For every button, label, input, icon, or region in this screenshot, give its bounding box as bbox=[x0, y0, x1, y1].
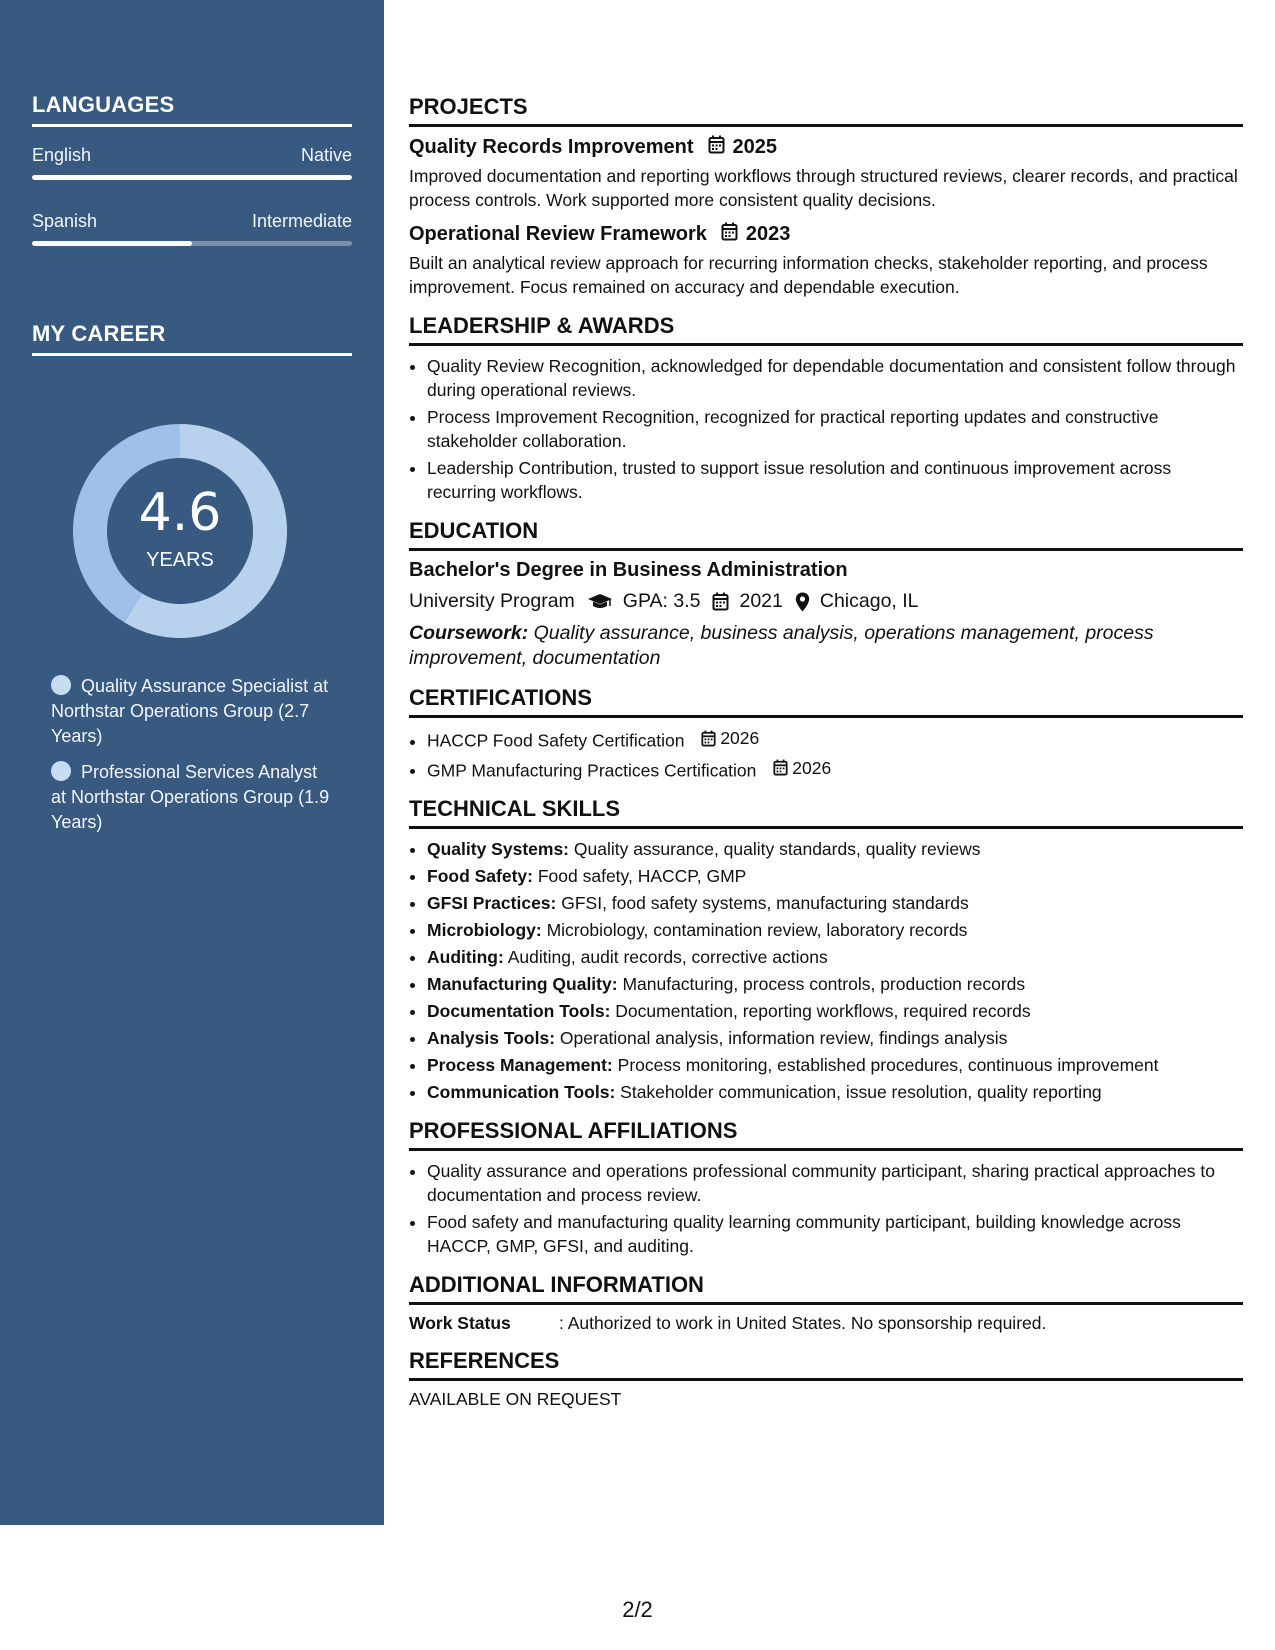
section-title: PROFESSIONAL AFFILIATIONS bbox=[409, 1118, 1243, 1151]
affiliations-list bbox=[409, 1159, 1243, 1258]
calendar-icon bbox=[721, 222, 738, 247]
skill-value: Documentation, reporting workflows, required records bbox=[615, 1001, 1031, 1021]
coursework-label: Coursework: bbox=[409, 622, 529, 644]
skill-value: Manufacturing, process controls, production records bbox=[622, 974, 1026, 994]
certification-name: HACCP Food Safety Certification bbox=[427, 730, 685, 751]
leadership-list bbox=[409, 354, 1243, 504]
career-item-text: Professional Services Analyst at Northstar Operations Group (1.9 Years) bbox=[51, 762, 330, 832]
skill-value: Stakeholder communication, issue resolution, quality reporting bbox=[620, 1082, 1102, 1102]
language-bar-spanish bbox=[32, 241, 352, 246]
list-item bbox=[427, 891, 1243, 915]
project-description: Improved documentation and reporting workflows through structured reviews, clearer records, and practical process controls. Work supported more consistent quality decisions. bbox=[409, 166, 1238, 210]
skill-label: Manufacturing Quality: bbox=[427, 974, 618, 994]
list-item: • Quality Review Recognition, acknowledged for dependable documentation and consistent follow through during operational reviews. bbox=[427, 354, 1243, 402]
certification-name: GMP Manufacturing Practices Certification bbox=[427, 760, 757, 780]
main-content bbox=[409, 94, 1243, 1424]
list-item bbox=[427, 945, 1243, 969]
list-item bbox=[427, 1080, 1243, 1104]
career-item-dot bbox=[51, 675, 71, 695]
skills-list bbox=[409, 837, 1243, 1104]
project-header bbox=[409, 135, 1243, 160]
project-header bbox=[409, 222, 1243, 247]
calendar-icon bbox=[712, 592, 729, 611]
education-details bbox=[409, 590, 1243, 613]
project-name: Quality Records Improvement bbox=[409, 136, 694, 158]
language-bar-english bbox=[32, 175, 352, 180]
language-level: Intermediate bbox=[251, 211, 352, 231]
section-title: CERTIFICATIONS bbox=[409, 685, 1243, 718]
skill-label: Microbiology: bbox=[427, 920, 542, 940]
skill-label: Documentation Tools: bbox=[427, 1001, 611, 1021]
language-row-spanish bbox=[32, 211, 352, 232]
list-item bbox=[427, 864, 1243, 888]
career-total-unit: YEARS bbox=[146, 549, 214, 571]
list-item bbox=[427, 1026, 1243, 1050]
list-item bbox=[427, 837, 1243, 861]
education-section bbox=[409, 518, 1243, 671]
calendar-icon bbox=[701, 730, 716, 747]
project-year: 2023 bbox=[745, 223, 791, 245]
skill-label: Analysis Tools: bbox=[427, 1028, 556, 1048]
career-item-dot bbox=[51, 761, 71, 781]
education-location: Chicago, IL bbox=[819, 590, 919, 612]
section-title: TECHNICAL SKILLS bbox=[409, 796, 1243, 829]
skill-label: Auditing: bbox=[427, 947, 504, 967]
list-item: • Quality assurance and operations professional community participant, sharing practical approaches to documentation and process review. bbox=[427, 1159, 1243, 1207]
work-status-label: Work Status bbox=[409, 1313, 511, 1333]
project-year: 2025 bbox=[732, 136, 778, 158]
language-bar-fill bbox=[32, 241, 192, 246]
language-bar-fill bbox=[32, 175, 352, 180]
calendar-icon bbox=[773, 759, 788, 776]
career-donut-chart bbox=[62, 413, 298, 649]
certification-year: 2026 bbox=[792, 757, 832, 778]
section-title: REFERENCES bbox=[409, 1348, 1243, 1381]
skill-label: Process Management: bbox=[427, 1055, 613, 1075]
leadership-section bbox=[409, 313, 1243, 504]
calendar-icon bbox=[708, 135, 725, 160]
skill-value: Auditing, audit records, corrective actions bbox=[507, 947, 828, 967]
certifications-section bbox=[409, 685, 1243, 782]
work-status-value: : Authorized to work in United States. No sponsorship required. bbox=[559, 1313, 1047, 1333]
languages-heading: LANGUAGES bbox=[32, 92, 352, 127]
language-row-english bbox=[32, 145, 352, 166]
project-name: Operational Review Framework bbox=[409, 223, 707, 245]
language-level: Native bbox=[300, 145, 352, 165]
additional-info-section bbox=[409, 1272, 1243, 1334]
career-item bbox=[51, 674, 336, 749]
education-year: 2021 bbox=[739, 590, 783, 612]
skill-value: Food safety, HACCP, GMP bbox=[537, 866, 747, 886]
language-name: English bbox=[32, 145, 92, 165]
list-item: • Process Improvement Recognition, recognized for practical reporting updates and constructive stakeholder collaboration. bbox=[427, 405, 1243, 453]
career-total-value: 4.6 bbox=[138, 483, 222, 543]
list-item: • Leadership Contribution, trusted to support issue resolution and continuous improvement across recurring workflows. bbox=[427, 456, 1243, 504]
affiliations-section bbox=[409, 1118, 1243, 1258]
location-pin-icon bbox=[795, 592, 810, 612]
skill-label: GFSI Practices: bbox=[427, 893, 557, 913]
list-item bbox=[427, 1053, 1243, 1077]
skill-label: Communication Tools: bbox=[427, 1082, 616, 1102]
section-title: EDUCATION bbox=[409, 518, 1243, 551]
certification-date bbox=[701, 726, 759, 750]
list-item bbox=[427, 972, 1243, 996]
project-description: Built an analytical review approach for recurring information checks, stakeholder reporting, and process improvement. Focus remained on accuracy and dependable execution. bbox=[409, 253, 1208, 297]
education-degree: Bachelor's Degree in Business Administration bbox=[409, 559, 848, 581]
certification-date bbox=[773, 756, 831, 780]
education-coursework bbox=[409, 621, 1243, 671]
skill-value: Microbiology, contamination review, laboratory records bbox=[546, 920, 968, 940]
work-status-row bbox=[409, 1313, 1243, 1334]
skills-section bbox=[409, 796, 1243, 1104]
list-item bbox=[427, 918, 1243, 942]
career-item-text: Quality Assurance Specialist at Northstar Operations Group (2.7 Years) bbox=[51, 676, 329, 746]
skill-value: Quality assurance, quality standards, quality reviews bbox=[573, 839, 981, 859]
list-item bbox=[427, 726, 1243, 753]
education-gpa: GPA: 3.5 bbox=[622, 590, 701, 612]
skill-label: Quality Systems: bbox=[427, 839, 569, 859]
section-title: ADDITIONAL INFORMATION bbox=[409, 1272, 1243, 1305]
list-item bbox=[427, 999, 1243, 1023]
references-text: AVAILABLE ON REQUEST bbox=[409, 1389, 622, 1409]
skill-value: Process monitoring, established procedures, continuous improvement bbox=[617, 1055, 1159, 1075]
skill-label: Food Safety: bbox=[427, 866, 533, 886]
page-number: 2/2 bbox=[622, 1597, 653, 1622]
list-item bbox=[427, 756, 1243, 783]
projects-section bbox=[409, 94, 1243, 299]
graduation-cap-icon bbox=[587, 593, 613, 611]
career-heading: MY CAREER bbox=[32, 321, 352, 356]
certifications-list bbox=[409, 726, 1243, 782]
career-item bbox=[51, 760, 336, 835]
skill-value: Operational analysis, information review, findings analysis bbox=[559, 1028, 1008, 1048]
sidebar bbox=[0, 0, 384, 1525]
section-title: LEADERSHIP & AWARDS bbox=[409, 313, 1243, 346]
list-item: • Food safety and manufacturing quality learning community participant, building knowledge across HACCP, GMP, GFSI, and auditing. bbox=[427, 1210, 1243, 1258]
coursework-text: Quality assurance, business analysis, operations management, process improvement, documentation bbox=[409, 622, 1154, 669]
education-school: University Program bbox=[409, 590, 575, 612]
certification-year: 2026 bbox=[720, 728, 760, 748]
references-section bbox=[409, 1348, 1243, 1410]
section-title: PROJECTS bbox=[409, 94, 1243, 127]
language-name: Spanish bbox=[32, 211, 98, 231]
skill-value: GFSI, food safety systems, manufacturing standards bbox=[561, 893, 969, 913]
